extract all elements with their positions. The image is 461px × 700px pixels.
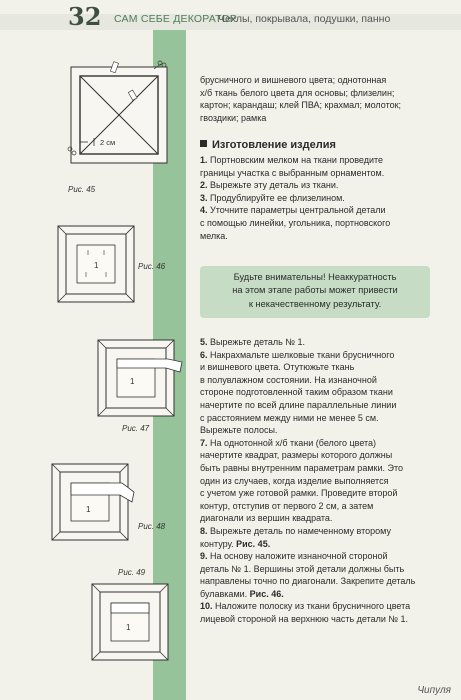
step-text: Вырежьте деталь по намеченному второму: [207, 525, 391, 536]
materials-line: брусничного и вишневого цвета; однотонная: [200, 75, 387, 85]
step-text: Вырежьте деталь № 1.: [207, 337, 306, 347]
step-line: [200, 538, 440, 551]
step-line: [200, 230, 440, 243]
watermark: Чипуля: [417, 685, 451, 696]
step-text: Портновским мелком на ткани проведите: [207, 155, 384, 165]
step-text: лицевой стороной на верхнюю часть детали № 1.: [200, 614, 409, 625]
step-text: с расстоянием между ними не менее 5 см.: [200, 412, 379, 423]
piece-number: 1: [126, 623, 131, 632]
step-line: [200, 192, 440, 205]
step-text: На однотонной х/б ткани (белого цвета): [207, 437, 377, 448]
materials-list: [200, 74, 440, 124]
step-line: [200, 462, 440, 475]
step-text: диагонали из вершин квадрата.: [200, 513, 333, 524]
step-text: в полувлажном состоянии. На изнаночной: [200, 374, 377, 385]
running-head-series: САМ СЕБЕ ДЕКОРАТОР.: [114, 13, 239, 25]
step-text: Продублируйте ее флизелином.: [207, 192, 345, 203]
step-number: 3.: [200, 192, 208, 203]
figure-49: [90, 568, 190, 664]
step-number: 8.: [200, 525, 208, 536]
piece-number: 1: [130, 377, 135, 386]
step-text: деталь № 1. Вершины этой детали должны быть: [200, 563, 405, 574]
step-line: [200, 600, 440, 613]
step-text: с помощью линейки, угольника, портновского: [200, 217, 391, 228]
piece-number: 1: [86, 505, 91, 514]
section-heading-text: Изготовление изделия: [212, 139, 336, 151]
step-line: [200, 204, 440, 217]
step-text: стороне подготовленной таким образом ткани: [200, 387, 393, 398]
step-text: направлены точно по диагонали. Закрепите деталь: [200, 576, 416, 587]
step-line: [200, 179, 440, 192]
step-line: [200, 412, 440, 425]
step-text: Накрахмальте шелковые ткани брусничного: [207, 349, 395, 360]
step-line: [200, 424, 440, 437]
figure-46: [56, 224, 176, 304]
figure-46-caption: Рис. 46: [138, 262, 166, 271]
piece-number: 1: [94, 261, 99, 270]
step-text: с учетом уже готовой рамки. Проведите второй: [200, 488, 398, 499]
step-line: [200, 336, 440, 349]
callout-line: Будьте внимательны! Неаккуратность: [233, 272, 397, 282]
running-head-title: Чехлы, покрывала, подушки, панно: [218, 13, 391, 25]
step-line: [200, 437, 440, 450]
step-text: Вырежьте эту деталь из ткани.: [207, 180, 339, 191]
figure-45-caption: Рис. 45: [68, 185, 96, 194]
step-text: Уточните параметры центральной детали: [207, 205, 386, 216]
page-number: 32: [68, 2, 102, 31]
step-text: начертите по всей длине параллельные линии: [200, 399, 397, 410]
step-line: [200, 374, 440, 387]
figure-47-caption: Рис. 47: [122, 424, 150, 433]
step-line: [200, 613, 440, 626]
step-text: начертите квадрат, размеры которого должны: [200, 450, 393, 461]
step-number: 5.: [200, 337, 208, 347]
step-line: [200, 361, 440, 374]
figure-reference: Рис. 46.: [249, 588, 284, 599]
step-line: [200, 167, 440, 180]
step-number: 10.: [200, 601, 213, 612]
figure-46-drawing: [56, 224, 136, 304]
step-line: [200, 217, 440, 230]
dimension-label: 2 см: [100, 138, 116, 147]
step-line: [200, 475, 440, 488]
figure-45-drawing: [64, 53, 176, 171]
step-number: 9.: [200, 551, 208, 562]
materials-line: картон; карандаш; клей ПВА; крахмал; молоток;: [200, 100, 402, 111]
step-number: 1.: [200, 155, 208, 165]
step-line: [200, 487, 440, 500]
figure-48-caption: Рис. 48: [138, 522, 166, 531]
step-text: булавками.: [200, 588, 250, 599]
step-number: 7.: [200, 437, 208, 448]
step-line: [200, 525, 440, 538]
step-number: 2.: [200, 180, 208, 191]
steps-1-4: [200, 154, 440, 242]
step-text: один из случаев, когда изделие выполняется: [200, 475, 389, 486]
steps-5-10: [200, 336, 440, 626]
figure-reference: Рис. 45.: [236, 538, 271, 549]
callout-line: к некачественному результату.: [248, 298, 382, 309]
step-text: На основу наложите изнаночной стороной: [207, 551, 388, 562]
step-line: [200, 512, 440, 525]
step-text: контур, отступив от первого 2 см, а затем: [200, 500, 374, 511]
figure-45: [64, 53, 176, 194]
step-text: и вишневого цвета. Отутюжьте ткань: [200, 362, 355, 373]
step-line: [200, 386, 440, 399]
warning-callout-text: [200, 271, 430, 311]
page-header: [0, 0, 461, 30]
materials-line: х/б ткань белого цвета для основы; флизелин;: [200, 87, 395, 98]
bullet-square-icon: [200, 140, 207, 147]
step-text: контуру.: [200, 538, 237, 549]
step-line: [200, 563, 440, 576]
section-heading: [200, 139, 440, 151]
figure-47-drawing: [96, 338, 206, 420]
callout-line: на этом этапе работы может привести: [232, 285, 398, 296]
step-text: границы участка с выбранным орнаментом.: [200, 167, 385, 178]
warning-callout: [200, 266, 430, 318]
step-number: 4.: [200, 205, 208, 216]
step-line: [200, 399, 440, 412]
figure-48: [50, 462, 180, 542]
step-line: [200, 575, 440, 588]
figure-49-caption: Рис. 49: [118, 568, 146, 577]
step-text: быть равны внутренним параметрам рамки. Это: [200, 462, 403, 473]
figure-49-drawing: [90, 582, 172, 664]
step-text: Вырежьте полосы.: [200, 425, 278, 436]
step-text: мелка.: [200, 230, 228, 241]
step-line: [200, 500, 440, 513]
step-line: [200, 550, 440, 563]
figure-47: [96, 338, 206, 438]
step-line: [200, 449, 440, 462]
step-line: [200, 588, 440, 601]
step-text: Наложите полоску из ткани брусничного цвета: [212, 601, 411, 612]
step-line: [200, 349, 440, 362]
materials-line: гвоздики; рамка: [200, 112, 267, 123]
step-number: 6.: [200, 349, 208, 360]
step-line: [200, 154, 440, 167]
